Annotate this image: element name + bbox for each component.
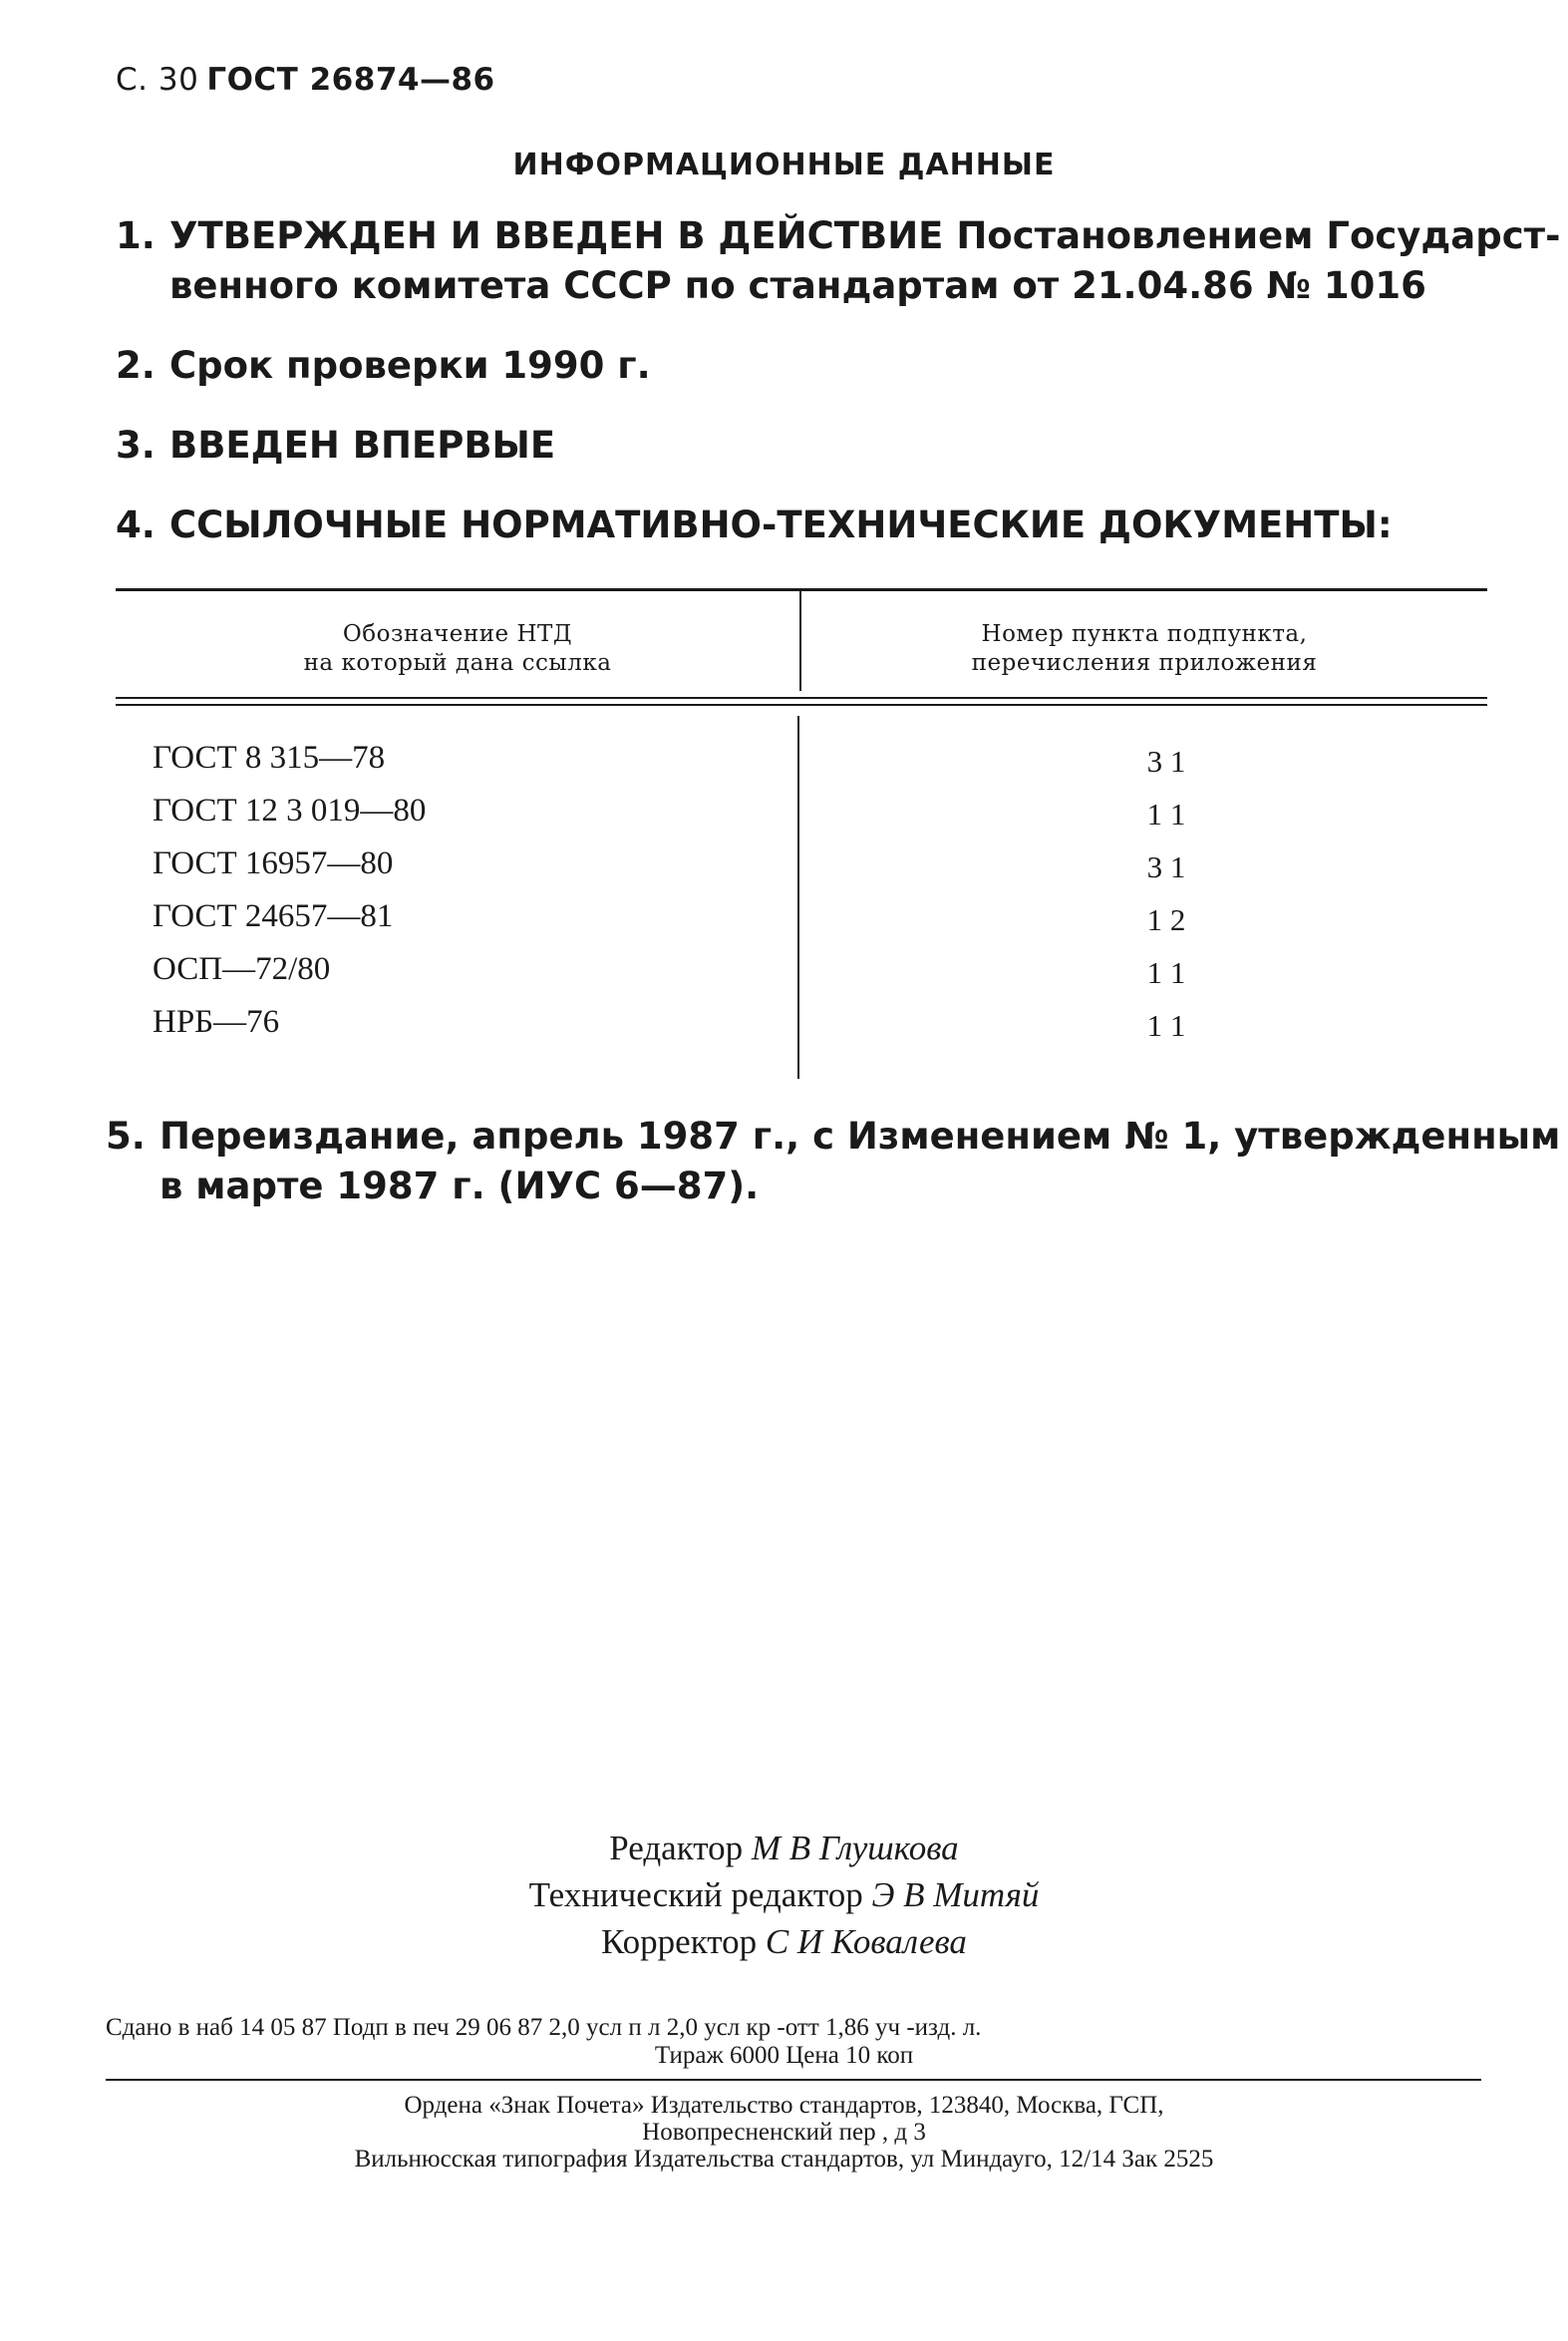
table-row-doc: ГОСТ 12 3 019—80 [153,793,427,829]
imprint-line-2: Тираж 6000 Цена 10 коп [654,2042,914,2069]
item-5-line2: в марте 1987 г. (ИУС 6—87). [159,1165,760,1207]
table-header-rule-1 [116,697,1487,699]
item-4-number: 4. [116,503,156,546]
imprint-line-1: Сдано в наб 14 05 87 Подп в печ 29 06 87 2,0 усл п л 2,0 усл кр -отт 1,86 уч -изд. л. [106,2014,982,2041]
table-row-clause: 3 1 [1146,744,1186,779]
table-row-doc: ГОСТ 16957—80 [153,845,394,881]
references-table [0,0,1568,1097]
item-3-text: ВВЕДЕН ВПЕРВЫЕ [169,424,556,467]
table-row-clause: 1 1 [1146,797,1186,832]
item-5-line1: Переиздание, апрель 1987 г., с Изменением № 1, утвержденным [159,1115,1561,1158]
table-row-doc: НРБ—76 [153,1004,280,1040]
imprint-divider [106,2079,1481,2081]
item-2-number: 2. [116,344,156,387]
table-row-doc: ОСП—72/80 [153,951,331,987]
item-4-text: ССЫЛОЧНЫЕ НОРМАТИВНО-ТЕХНИЧЕСКИЕ ДОКУМЕНТЫ: [169,503,1393,546]
table-top-rule [116,588,1487,591]
table-row-doc: ГОСТ 8 315—78 [153,740,386,776]
standard-number: ГОСТ 26874—86 [206,62,495,98]
editor-line [0,1825,1568,1871]
imprint-line-5: Вильнюсская типография Издательства стандартов, ул Миндауго, 12/14 Зак 2525 [354,2146,1214,2173]
column-header-clause-line2: перечисления приложения [971,650,1318,676]
table-row-clause: 1 1 [1146,1008,1186,1043]
item-1-number: 1. [116,214,156,257]
tech-editor-name: Э В Митяй [871,1875,1040,1914]
item-5-number: 5. [106,1115,146,1158]
column-header-document-line2: на который дана ссылка [303,650,612,676]
tech-editor-role: Технический редактор [528,1875,863,1914]
editor-name: М В Глушкова [751,1829,959,1867]
table-header-rule-2 [116,704,1487,706]
editor-role: Редактор [609,1829,744,1867]
page-number: С. 30 [116,62,199,98]
item-2-text: Срок проверки 1990 г. [169,344,651,387]
column-header-document [116,620,799,678]
section-title: ИНФОРМАЦИОННЫЕ ДАННЫЕ [512,148,1056,182]
imprint-line-4: Новопресненский пер , д 3 [642,2119,926,2146]
corrector-role: Корректор [601,1922,758,1961]
table-row-clause: 3 1 [1146,849,1186,884]
table-row-clause: 1 1 [1146,955,1186,990]
table-row-clause: 1 2 [1146,902,1186,937]
table-body-divider [797,716,799,1079]
corrector-name: С И Ковалева [765,1922,967,1961]
column-header-clause [801,620,1487,678]
corrector-line [0,1918,1568,1965]
credits [0,1825,1568,1965]
item-5 [106,1112,1560,1211]
item-1-line2: венного комитета СССР по стандартам от 21.04.86 № 1016 [169,264,1426,307]
column-header-clause-line1: Номер пункта подпункта, [981,621,1308,647]
item-1-text: Постановлением Государст- [943,214,1561,257]
imprint-line-3: Ордена «Знак Почета» Издательство стандартов, 123840, Москва, ГСП, [404,2092,1164,2119]
table-row-doc: ГОСТ 24657—81 [153,898,394,934]
item-1-bold-text: УТВЕРЖДЕН И ВВЕДЕН В ДЕЙСТВИЕ [169,214,944,257]
tech-editor-line [0,1871,1568,1918]
column-header-document-line1: Обозначение НТД [342,621,573,647]
item-3-number: 3. [116,424,156,467]
